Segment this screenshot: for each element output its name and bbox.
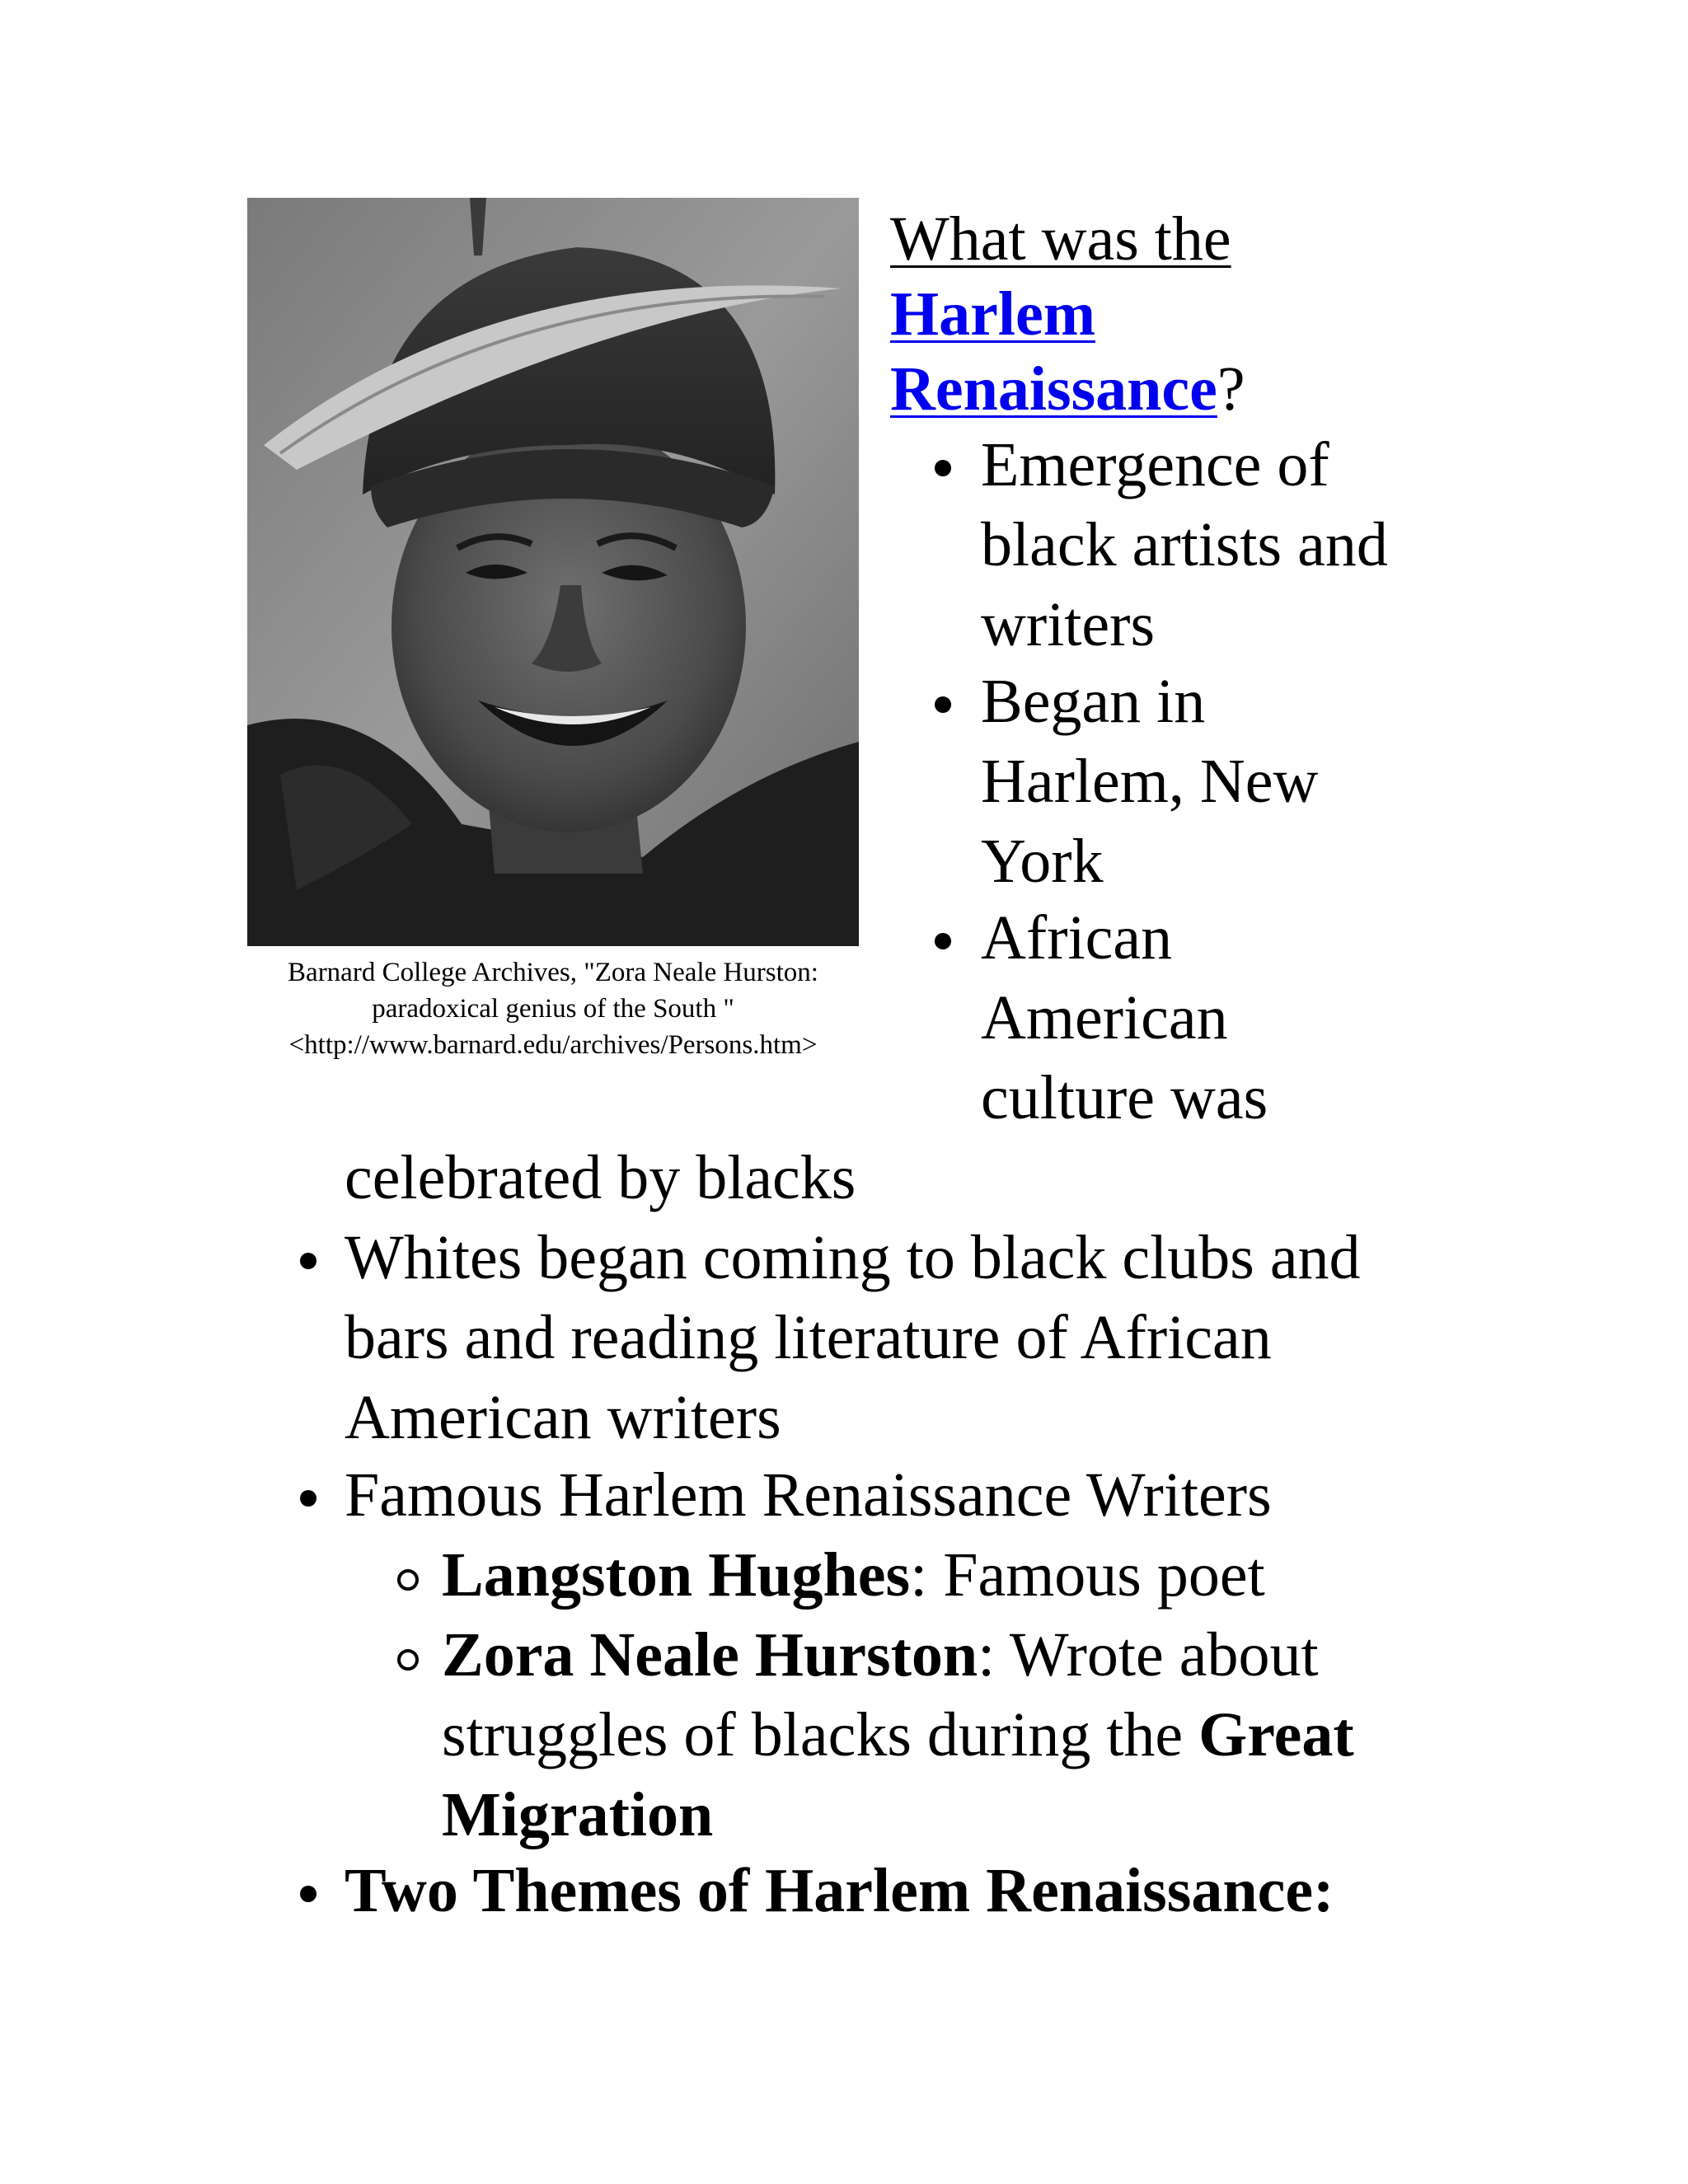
portrait-photo: [247, 198, 859, 946]
bullet-line: York: [981, 827, 1104, 896]
sub-bullet-circle: [397, 1649, 419, 1671]
bullet-line: writers: [981, 590, 1156, 659]
bullet-line: celebrated by blacks: [345, 1143, 856, 1212]
title-question-mark: ?: [1217, 354, 1245, 424]
bullet-dot: [935, 696, 951, 713]
bullet-line: American writers: [345, 1383, 781, 1452]
bullet-item-whites: [345, 1218, 1361, 1458]
bullet-item-famous-writers: [345, 1455, 1272, 1535]
photo-caption: [247, 954, 859, 1063]
writer-langston-hughes: [442, 1535, 1265, 1615]
writer-name: Langston Hughes: [442, 1540, 911, 1610]
bullet-item-began: [981, 662, 1318, 902]
bullet-line: Whites began coming to black clubs and: [345, 1223, 1361, 1292]
bullet-item-two-themes: [345, 1851, 1334, 1931]
bullet-dot: [935, 460, 951, 476]
page-title: [890, 202, 1245, 427]
bullet-dot: [300, 1490, 316, 1507]
bullet-dot: [300, 1253, 316, 1269]
bullet-line: culture was: [981, 1063, 1268, 1132]
bullet-item-african-american: [981, 898, 1268, 1138]
bullet-line: Famous Harlem Renaissance Writers: [345, 1460, 1272, 1530]
harlem-renaissance-link-2[interactable]: Renaissance: [890, 354, 1217, 424]
writer-desc: : Famous poet: [910, 1540, 1265, 1610]
bullet-item-emergence: [981, 425, 1388, 665]
writer-desc-line-2: struggles of blacks during the: [442, 1700, 1199, 1769]
bullet-line: Harlem, New: [981, 747, 1319, 816]
caption-line-1: Barnard College Archives, "Zora Neale Hurston:: [288, 958, 818, 987]
bullet-line: American: [981, 983, 1228, 1052]
bullet-item-african-american-continued: [345, 1138, 856, 1218]
title-line-1: What was the: [890, 204, 1231, 274]
two-themes-heading: Two Themes of Harlem Renaissance:: [345, 1856, 1334, 1925]
great-migration-bold: Great: [1198, 1700, 1354, 1769]
great-migration-bold-2: Migration: [442, 1780, 714, 1849]
bullet-line: bars and reading literature of African: [345, 1303, 1272, 1372]
harlem-renaissance-link[interactable]: Harlem: [890, 279, 1096, 349]
bullet-dot: [300, 1886, 316, 1902]
bullet-dot: [935, 933, 951, 949]
writer-desc: : Wrote about: [978, 1620, 1319, 1690]
bullet-line: Began in: [981, 667, 1206, 736]
sub-bullet-circle: [397, 1569, 419, 1591]
bullet-line: African: [981, 903, 1173, 972]
portrait-image: [247, 198, 859, 946]
writer-zora-neale-hurston: [442, 1615, 1354, 1855]
bullet-line: Emergence of: [981, 430, 1329, 499]
caption-line-2: paradoxical genius of the South ": [372, 994, 734, 1024]
writer-name: Zora Neale Hurston: [442, 1620, 978, 1690]
caption-line-3: <http://www.barnard.edu/archives/Persons.htm>: [288, 1030, 818, 1060]
bullet-line: black artists and: [981, 510, 1388, 579]
